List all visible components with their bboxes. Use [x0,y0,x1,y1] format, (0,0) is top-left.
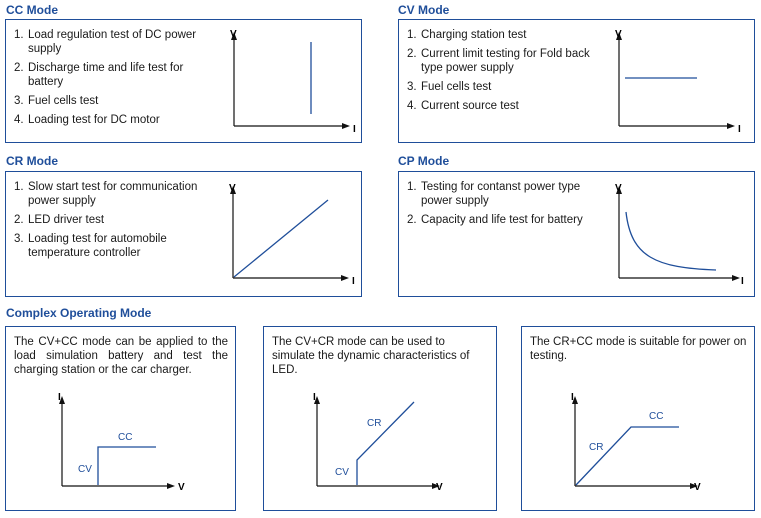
list-item: 3. Loading test for automobile temperature controller [14,233,167,259]
cvcr-graph [299,392,449,502]
y-axis-label: V [230,29,237,40]
cv-mode-title: CV Mode [398,3,450,17]
y-axis-label: V [229,183,236,194]
x-axis-label: V [694,482,701,493]
list-item: 1. Slow start test for communication power supply [14,181,198,207]
cp-mode-graph [611,182,746,292]
list-item: 1. Testing for contanst power type power supply [407,181,581,207]
list-item: 2. LED driver test [14,214,105,226]
list-item: 4. Current source test [407,100,519,112]
list-item: 3. Fuel cells test [14,95,99,107]
cc-mode-title: CC Mode [6,3,58,17]
cvcr-description: The CV+CR mode can be used to simulate the dynamic characteristics of LED. [272,336,470,376]
cp-mode-title: CP Mode [398,154,450,168]
y-axis-label: V [615,29,622,40]
cv-segment-label: CV [335,467,349,478]
list-item: 2. Current limit testing for Fold back type power supply [407,48,590,74]
crcc-description: The CR+CC mode is suitable for power on testing. [530,336,747,362]
list-item: 3. Fuel cells test [407,81,492,93]
x-axis-label: I [738,124,741,135]
cc-segment-label: CC [649,411,664,422]
cp-curve [626,212,716,270]
list-item: 2. Capacity and life test for battery [407,214,583,226]
x-axis-label: I [353,124,356,135]
cp-mode-list [407,180,607,232]
cc-mode-panel [5,19,362,143]
cvcc-description: The CV+CC mode can be applied to the load simulation battery and test the charging station or the car charger. [14,336,228,376]
crcc-curve [576,427,679,485]
cr-segment-label: CR [589,442,604,453]
list-item: 1. Load regulation test of DC power supply [14,29,197,55]
cr-segment-label: CR [367,418,382,429]
cvcc-graph [44,392,189,502]
cv-mode-list [407,28,597,118]
cvcc-curve [98,447,156,485]
list-item: 4. Loading test for DC motor [14,114,160,126]
cc-mode-list [14,28,219,132]
cvcr-panel [263,326,497,511]
cr-mode-graph [225,182,355,292]
cv-mode-panel [398,19,755,143]
y-axis-label: I [58,392,61,403]
list-item: 1. Charging station test [407,29,527,41]
cc-segment-label: CC [118,432,133,443]
cr-mode-list [14,180,224,265]
cv-mode-graph [611,28,741,138]
cvcr-curve [357,402,414,485]
list-item: 2. Discharge time and life test for battery [14,62,184,88]
x-axis-label: V [178,482,185,493]
x-axis-label: V [436,482,443,493]
x-axis-label: I [352,276,355,287]
cr-curve [234,200,328,277]
cr-mode-title: CR Mode [6,154,58,168]
cp-mode-panel [398,171,755,297]
x-axis-label: I [741,276,744,287]
cr-mode-panel [5,171,362,297]
cc-mode-graph [226,28,356,138]
y-axis-label: I [571,392,574,403]
cvcc-panel [5,326,236,511]
y-axis-label: V [615,183,622,194]
y-axis-label: I [313,392,316,403]
cv-segment-label: CV [78,464,92,475]
complex-mode-title: Complex Operating Mode [6,306,152,320]
crcc-graph [557,392,707,502]
crcc-panel [521,326,755,511]
